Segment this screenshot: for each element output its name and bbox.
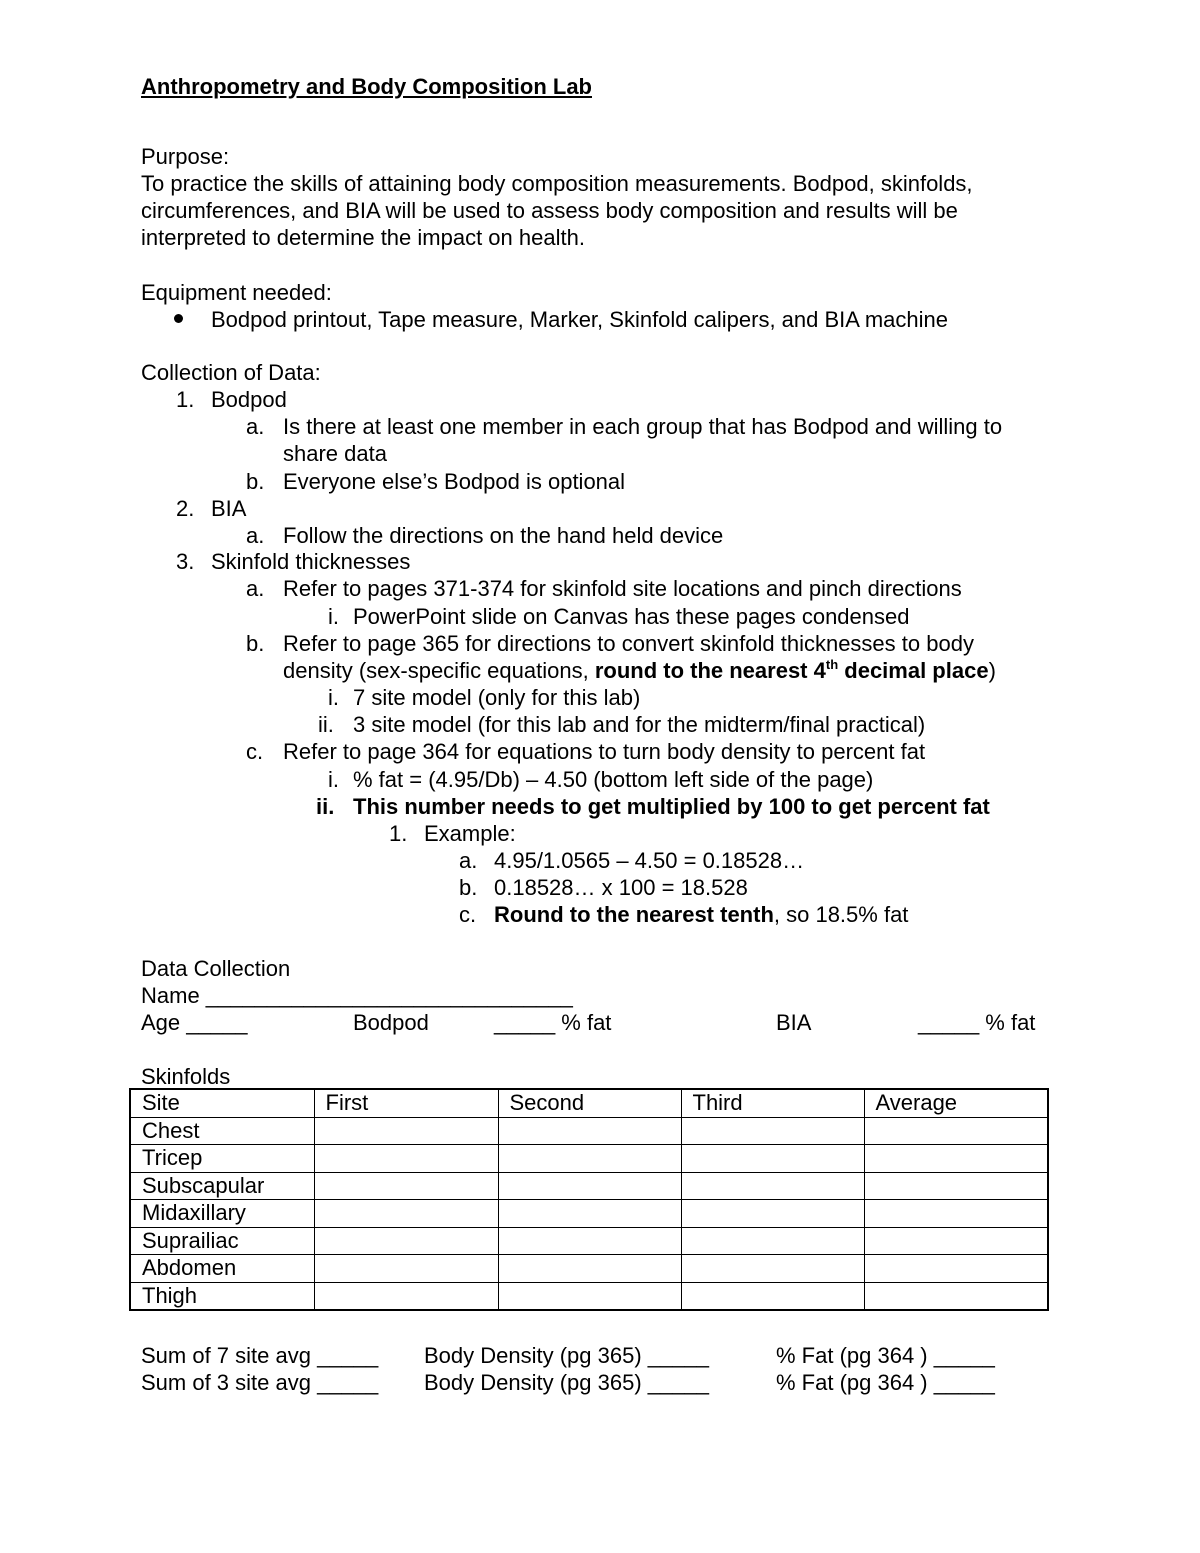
skinfold-b-close: ): [988, 658, 996, 683]
skinfold-b-bold-2: decimal place: [838, 658, 989, 683]
skinfold-item-a-i: PowerPoint slide on Canvas has these pages condensed: [353, 604, 910, 629]
site-cell: Tricep: [130, 1145, 314, 1173]
input-cell[interactable]: [864, 1172, 1048, 1200]
example-c-bold: Round to the nearest tenth: [494, 902, 774, 927]
input-cell[interactable]: [681, 1172, 864, 1200]
input-cell[interactable]: [498, 1145, 681, 1173]
input-cell[interactable]: [314, 1145, 498, 1173]
list-marker: 3.: [176, 549, 195, 574]
list-marker: b.: [246, 469, 265, 494]
example-c: [494, 901, 908, 928]
table-row: [130, 1145, 1048, 1173]
list-marker: ii.: [316, 794, 335, 819]
table-row: [130, 1117, 1048, 1145]
list-marker: b.: [459, 875, 478, 900]
example-c-rest: , so 18.5% fat: [773, 902, 909, 927]
data-collection-heading: Data Collection: [141, 956, 291, 981]
purpose-line-1: To practice the skills of attaining body composition measurements. Bodpod, skinfolds,: [141, 171, 973, 196]
input-cell[interactable]: [681, 1282, 864, 1310]
site-cell: Subscapular: [130, 1172, 314, 1200]
input-cell[interactable]: [498, 1282, 681, 1310]
list-marker: i.: [328, 604, 339, 629]
sum-7-site-field[interactable]: Sum of 7 site avg _____: [141, 1343, 379, 1368]
table-row: [130, 1200, 1048, 1228]
bia-fat-field[interactable]: _____ % fat: [918, 1010, 1036, 1035]
list-marker: c.: [246, 739, 264, 764]
input-cell[interactable]: [864, 1117, 1048, 1145]
site-cell: Chest: [130, 1117, 314, 1145]
collection-heading: Collection of Data:: [141, 360, 321, 385]
input-cell[interactable]: [864, 1145, 1048, 1173]
skinfold-item-c-i: % fat = (4.95/Db) – 4.50 (bottom left side of the page): [353, 767, 874, 792]
bodpod-item-a-cont: share data: [283, 441, 387, 466]
input-cell[interactable]: [314, 1200, 498, 1228]
bullet-icon: [174, 314, 183, 323]
input-cell[interactable]: [498, 1255, 681, 1283]
fat-7-field[interactable]: % Fat (pg 364 ) _____: [776, 1343, 995, 1368]
input-cell[interactable]: [864, 1227, 1048, 1255]
body-density-3-field[interactable]: Body Density (pg 365) _____: [424, 1370, 709, 1395]
input-cell[interactable]: [498, 1172, 681, 1200]
table-row: [130, 1282, 1048, 1310]
age-field[interactable]: Age _____: [141, 1010, 248, 1035]
sum-3-site-field[interactable]: Sum of 3 site avg _____: [141, 1370, 379, 1395]
input-cell[interactable]: [498, 1200, 681, 1228]
purpose-line-2: circumferences, and BIA will be used to assess body composition and results will be: [141, 198, 958, 223]
input-cell[interactable]: [314, 1172, 498, 1200]
equipment-item: Bodpod printout, Tape measure, Marker, Skinfold calipers, and BIA machine: [211, 307, 949, 332]
step-skinfold: Skinfold thicknesses: [211, 549, 411, 574]
input-cell[interactable]: [681, 1255, 864, 1283]
list-marker: a.: [246, 576, 265, 601]
list-marker: c.: [459, 902, 477, 927]
input-cell[interactable]: [314, 1117, 498, 1145]
purpose-line-3: interpreted to determine the impact on health.: [141, 225, 585, 250]
list-marker: ii.: [318, 712, 334, 737]
fat-3-field[interactable]: % Fat (pg 364 ) _____: [776, 1370, 995, 1395]
list-marker: 1.: [389, 821, 408, 846]
bia-label: BIA: [776, 1010, 812, 1035]
column-header: Third: [681, 1089, 864, 1117]
list-marker: a.: [246, 523, 265, 548]
skinfold-item-b-i: 7 site model (only for this lab): [353, 685, 641, 710]
name-field[interactable]: Name ______________________________: [141, 983, 573, 1008]
input-cell[interactable]: [314, 1227, 498, 1255]
bodpod-fat-field[interactable]: _____ % fat: [494, 1010, 612, 1035]
skinfold-item-b-cont: [283, 657, 996, 684]
input-cell[interactable]: [314, 1255, 498, 1283]
input-cell[interactable]: [498, 1227, 681, 1255]
body-density-7-field[interactable]: Body Density (pg 365) _____: [424, 1343, 709, 1368]
site-cell: Midaxillary: [130, 1200, 314, 1228]
skinfolds-table: [129, 1088, 1049, 1311]
purpose-heading: Purpose:: [141, 144, 230, 169]
table-row: [130, 1255, 1048, 1283]
site-cell: Thigh: [130, 1282, 314, 1310]
equipment-heading: Equipment needed:: [141, 280, 332, 305]
skinfold-item-c: Refer to page 364 for equations to turn body density to percent fat: [283, 739, 926, 764]
column-header: First: [314, 1089, 498, 1117]
bodpod-item-a: Is there at least one member in each group that has Bodpod and willing to: [283, 414, 1003, 439]
skinfold-b-sup: th: [825, 656, 839, 672]
page-title: Anthropometry and Body Composition Lab: [141, 74, 592, 99]
list-marker: 2.: [176, 496, 195, 521]
input-cell[interactable]: [864, 1282, 1048, 1310]
skinfolds-heading: Skinfolds: [141, 1064, 231, 1089]
table-row: [130, 1172, 1048, 1200]
example-b: 0.18528… x 100 = 18.528: [494, 875, 748, 900]
column-header: Second: [498, 1089, 681, 1117]
column-header: Site: [130, 1089, 314, 1117]
site-cell: Abdomen: [130, 1255, 314, 1283]
bia-item-a: Follow the directions on the hand held device: [283, 523, 724, 548]
skinfold-item-b: Refer to page 365 for directions to convert skinfold thicknesses to body: [283, 631, 974, 656]
example-heading: Example:: [424, 821, 516, 846]
table-row: [130, 1227, 1048, 1255]
list-marker: a.: [246, 414, 265, 439]
column-header: Average: [864, 1089, 1048, 1117]
input-cell[interactable]: [681, 1200, 864, 1228]
list-marker: a.: [459, 848, 478, 873]
bodpod-item-b: Everyone else’s Bodpod is optional: [283, 469, 626, 494]
site-cell: Suprailiac: [130, 1227, 314, 1255]
table-header-row: [130, 1089, 1048, 1117]
input-cell[interactable]: [314, 1282, 498, 1310]
bodpod-label: Bodpod: [353, 1010, 429, 1035]
skinfold-b-text: density (sex-specific equations,: [283, 658, 595, 683]
skinfold-item-b-ii: 3 site model (for this lab and for the midterm/final practical): [353, 712, 926, 737]
skinfold-b-bold: round to the nearest 4: [594, 658, 826, 683]
list-marker: i.: [328, 767, 339, 792]
input-cell[interactable]: [864, 1200, 1048, 1228]
list-marker: 1.: [176, 387, 195, 412]
step-bodpod: Bodpod: [211, 387, 287, 412]
example-a: 4.95/1.0565 – 4.50 = 0.18528…: [494, 848, 805, 873]
skinfold-item-a: Refer to pages 371-374 for skinfold site locations and pinch directions: [283, 576, 962, 601]
step-bia: BIA: [211, 496, 247, 521]
input-cell[interactable]: [498, 1117, 681, 1145]
list-marker: b.: [246, 631, 265, 656]
input-cell[interactable]: [681, 1117, 864, 1145]
input-cell[interactable]: [681, 1227, 864, 1255]
skinfold-item-c-ii: This number needs to get multiplied by 100 to get percent fat: [353, 794, 990, 819]
input-cell[interactable]: [864, 1255, 1048, 1283]
list-marker: i.: [328, 685, 339, 710]
input-cell[interactable]: [681, 1145, 864, 1173]
